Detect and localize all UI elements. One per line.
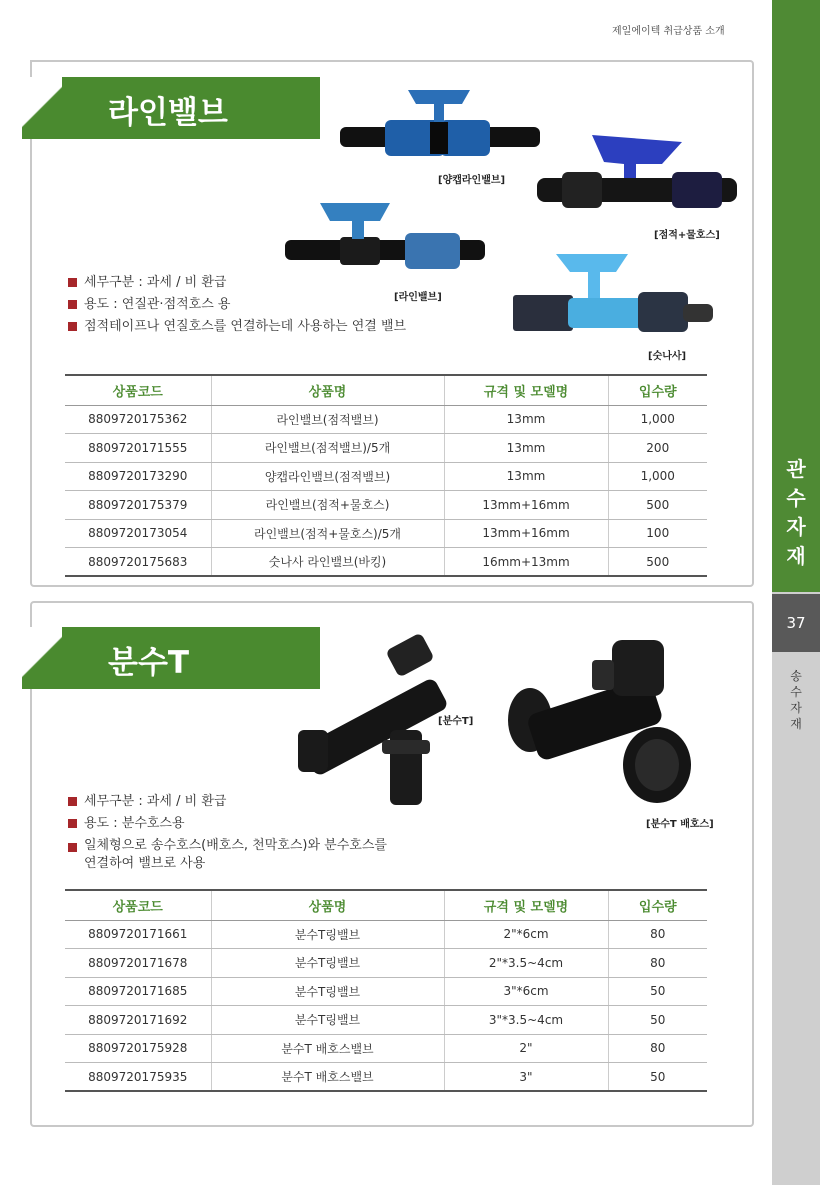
- fountain-t-bullets: [68, 791, 387, 873]
- product-code: 8809720173054: [65, 519, 211, 548]
- product-qty: 50: [608, 977, 707, 1006]
- bullet-item: 점적테이프나 연질호스를 연결하는데 사용하는 연결 밸브: [68, 316, 406, 338]
- column-header: 상품코드: [65, 890, 211, 920]
- product-code: 8809720171685: [65, 977, 211, 1006]
- product-qty: 500: [608, 548, 707, 577]
- page-number: 37: [772, 594, 820, 652]
- product-spec: 3": [444, 1063, 608, 1092]
- product-qty: 80: [608, 949, 707, 978]
- product-qty: 1,000: [608, 462, 707, 491]
- side-category-label: [772, 455, 820, 571]
- product-name: 라인밸브(점적+물호스): [211, 491, 444, 520]
- product-spec: 13mm+16mm: [444, 519, 608, 548]
- bullet-item: 세무구분 : 과세 / 비 환급: [68, 791, 387, 813]
- table-row: [65, 1006, 707, 1035]
- caption-drip-hose: [점적+물호스]: [654, 230, 720, 241]
- product-spec: 13mm: [444, 462, 608, 491]
- column-header: 입수량: [608, 375, 707, 405]
- product-code: 8809720171692: [65, 1006, 211, 1035]
- product-code: 8809720175935: [65, 1063, 211, 1092]
- table-row: [65, 920, 707, 949]
- product-qty: 80: [608, 1034, 707, 1063]
- product-code: 8809720175362: [65, 405, 211, 434]
- column-header: 상품명: [211, 375, 444, 405]
- caption-double-cap: [양캡라인밸브]: [438, 175, 506, 186]
- section-title-tab: [22, 77, 320, 139]
- line-valve-bullets: [68, 272, 406, 338]
- product-name: 숫나사 라인밸브(바킹): [211, 548, 444, 577]
- column-header: 상품명: [211, 890, 444, 920]
- product-name: 분수T 배호스밸브: [211, 1034, 444, 1063]
- bullet-item-continuation: 연결하여 밸브로 사용: [84, 856, 206, 871]
- column-header: 입수량: [608, 890, 707, 920]
- product-spec: 3"*6cm: [444, 977, 608, 1006]
- product-code: 8809720175683: [65, 548, 211, 577]
- table-header-row: [65, 375, 707, 405]
- caption-line-valve: [라인밸브]: [394, 292, 442, 303]
- product-name: 분수T링밸브: [211, 949, 444, 978]
- product-spec: 2"*3.5~4cm: [444, 949, 608, 978]
- product-name: 분수T링밸브: [211, 920, 444, 949]
- product-name: 라인밸브(점적+물호스)/5개: [211, 519, 444, 548]
- product-code: 8809720171555: [65, 434, 211, 463]
- title-tab-cut: [22, 627, 62, 689]
- product-spec: 13mm: [444, 434, 608, 463]
- product-spec: 13mm: [444, 405, 608, 434]
- product-qty: 100: [608, 519, 707, 548]
- product-qty: 200: [608, 434, 707, 463]
- table-header-row: [65, 890, 707, 920]
- product-name: 양캡라인밸브(점적밸브): [211, 462, 444, 491]
- caption-fountain-t-hose: [분수T 배호스]: [646, 819, 714, 830]
- column-header: 규격 및 모델명: [444, 375, 608, 405]
- table-row: [65, 434, 707, 463]
- product-code: 8809720171678: [65, 949, 211, 978]
- male-thread-valve-image: [508, 250, 718, 340]
- table-row: [65, 1034, 707, 1063]
- caption-male-thread: [숫나사]: [648, 351, 687, 362]
- side-subcategory-label: [772, 668, 820, 732]
- table-row: [65, 1063, 707, 1092]
- side-category-char: 관: [786, 457, 806, 481]
- product-spec: 2": [444, 1034, 608, 1063]
- side-sub-char: 재: [790, 717, 802, 731]
- product-spec: 13mm+16mm: [444, 491, 608, 520]
- double-cap-line-valve-image: [330, 82, 550, 172]
- bullet-item: 일체형으로 송수호스(배호스, 천막호스)와 분수호스를: [68, 837, 387, 855]
- product-code: 8809720171661: [65, 920, 211, 949]
- product-name: 분수T 배호스밸브: [211, 1063, 444, 1092]
- product-qty: 500: [608, 491, 707, 520]
- column-header: 상품코드: [65, 375, 211, 405]
- side-sub-char: 송: [790, 669, 802, 683]
- column-header: 규격 및 모델명: [444, 890, 608, 920]
- table-row: [65, 949, 707, 978]
- side-category-char: 수: [786, 486, 806, 510]
- side-sub-char: 수: [790, 685, 802, 699]
- product-qty: 50: [608, 1006, 707, 1035]
- side-category-char: 자: [786, 515, 806, 539]
- product-name: 분수T링밸브: [211, 1006, 444, 1035]
- fountain-t-table: [65, 889, 707, 1092]
- table-row: [65, 548, 707, 577]
- title-tab-cut: [22, 77, 62, 139]
- drip-hose-valve-image: [532, 130, 742, 220]
- table-row: [65, 405, 707, 434]
- product-name: 라인밸브(점적밸브)/5개: [211, 434, 444, 463]
- section-title-tab: [22, 627, 320, 689]
- product-name: 라인밸브(점적밸브): [211, 405, 444, 434]
- bullet-item: 용도 : 연질관·점적호스 용: [68, 294, 406, 316]
- product-qty: 50: [608, 1063, 707, 1092]
- table-row: [65, 491, 707, 520]
- product-spec: 3"*3.5~4cm: [444, 1006, 608, 1035]
- caption-fountain-t: [분수T]: [438, 716, 474, 727]
- product-qty: 1,000: [608, 405, 707, 434]
- product-spec: 16mm+13mm: [444, 548, 608, 577]
- product-qty: 80: [608, 920, 707, 949]
- product-code: 8809720173290: [65, 462, 211, 491]
- side-category-char: 재: [786, 544, 806, 568]
- side-sub-char: 자: [790, 701, 802, 715]
- bullet-item: 용도 : 분수호스용: [68, 813, 387, 835]
- product-spec: 2"*6cm: [444, 920, 608, 949]
- table-row: [65, 519, 707, 548]
- line-valve-table: [65, 374, 707, 577]
- product-code: 8809720175379: [65, 491, 211, 520]
- bullet-item: 세무구분 : 과세 / 비 환급: [68, 272, 406, 294]
- product-name: 분수T링밸브: [211, 977, 444, 1006]
- table-row: [65, 977, 707, 1006]
- company-note: 제일에이텍 취급상품 소개: [612, 26, 725, 37]
- fountain-t-hose-image: [502, 630, 702, 810]
- product-code: 8809720175928: [65, 1034, 211, 1063]
- section-title: 분수T: [108, 645, 190, 681]
- section-title: 라인밸브: [108, 95, 228, 131]
- table-row: [65, 462, 707, 491]
